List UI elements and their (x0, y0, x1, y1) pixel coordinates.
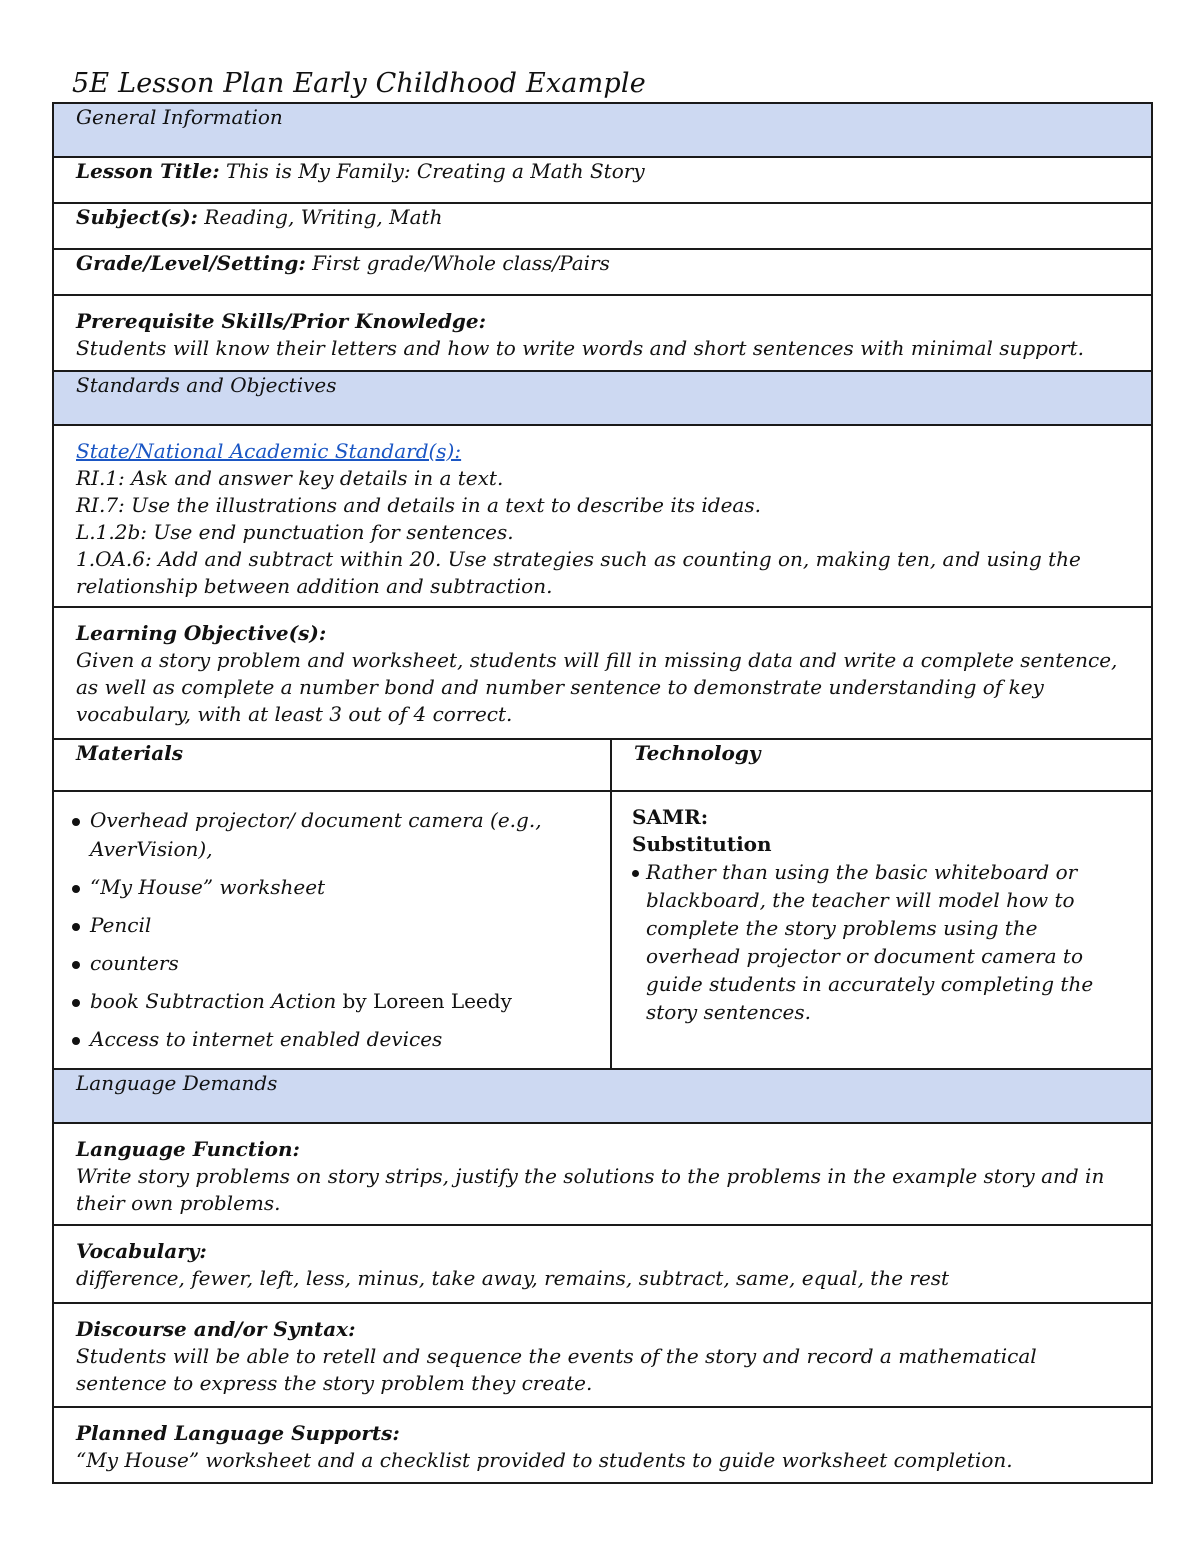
field-label: Prerequisite Skills/Prior Knowledge: (76, 309, 487, 333)
row-learning-objective (53, 607, 1152, 739)
lesson-title-value: This is My Family: Creating a Math Story (225, 159, 645, 183)
materials-heading: Materials (53, 739, 611, 791)
field-label: Vocabulary: (76, 1239, 207, 1263)
list-item: Overhead projector/ document camera (e.g., AverVision), (72, 806, 590, 864)
language-function-value: Write story problems on story strips, justify the solutions to the problems in the example story and in their own problems. (76, 1164, 1105, 1215)
samr-label: SAMR: (632, 805, 709, 829)
row-materials-technology (53, 791, 1152, 1069)
list-item-book (72, 987, 590, 1016)
technology-cell (611, 791, 1152, 1069)
lesson-plan-table (52, 102, 1153, 1484)
technology-heading: Technology (611, 739, 1152, 791)
field-label: Subject(s): (76, 205, 198, 229)
row-subjects (53, 203, 1152, 249)
field-label: Planned Language Supports: (76, 1421, 400, 1445)
list-item: Rather than using the basic whiteboard or blackboard, the teacher will model how to complete the story problems using the overhead projector or document camera to guide students in accurately completing the story sentences. (632, 858, 1131, 1026)
list-item: Access to internet enabled devices (72, 1025, 590, 1054)
materials-list (72, 806, 590, 1054)
samr-level: Substitution (632, 832, 772, 856)
row-materials-technology-headers (53, 739, 1152, 791)
grade-value: First grade/Whole class/Pairs (312, 251, 610, 275)
row-prerequisite (53, 295, 1152, 371)
row-vocabulary (53, 1225, 1152, 1303)
list-item: Pencil (72, 911, 590, 940)
list-item: “My House” worksheet (72, 873, 590, 902)
document-title: 5E Lesson Plan Early Childhood Example (72, 68, 646, 99)
standard-item: 1.OA.6: Add and subtract within 20. Use strategies such as counting on, making ten, and using the relationship between addition and subtraction. (76, 547, 1081, 598)
subjects-value: Reading, Writing, Math (204, 205, 443, 229)
section-heading: Standards and Objectives (53, 371, 1152, 425)
standards-link[interactable]: State/National Academic Standard(s): (76, 439, 462, 463)
row-language-supports (53, 1407, 1152, 1483)
row-grade (53, 249, 1152, 295)
row-standards (53, 425, 1152, 607)
prerequisite-value: Students will know their letters and how to write words and short sentences with minimal support. (76, 336, 1084, 360)
technology-list (632, 858, 1131, 1026)
learning-objective-value: Given a story problem and worksheet, students will fill in missing data and write a complete sentence, as well as complete a number bond and number sentence to demonstrate understanding of key vocabulary, with at least 3 out of 4 correct. (76, 648, 1118, 726)
book-author: by Loreen Leedy (336, 989, 512, 1013)
section-heading: Language Demands (53, 1069, 1152, 1123)
standard-item: RI.1: Ask and answer key details in a text. (76, 466, 504, 490)
section-general-information (53, 103, 1152, 157)
field-label: Grade/Level/Setting: (76, 251, 306, 275)
standard-item: L.1.2b: Use end punctuation for sentences. (76, 520, 514, 544)
section-standards-objectives (53, 371, 1152, 425)
row-language-function (53, 1123, 1152, 1225)
field-label: Lesson Title: (76, 159, 220, 183)
field-label: Language Function: (76, 1137, 300, 1161)
field-label: Discourse and/or Syntax: (76, 1317, 356, 1341)
standard-item: RI.7: Use the illustrations and details in a text to describe its ideas. (76, 493, 761, 517)
row-lesson-title (53, 157, 1152, 203)
section-language-demands (53, 1069, 1152, 1123)
section-heading: General Information (53, 103, 1152, 157)
field-label: Learning Objective(s): (76, 621, 327, 645)
book-prefix: book (90, 989, 146, 1013)
list-item: counters (72, 949, 590, 978)
language-supports-value: “My House” worksheet and a checklist provided to students to guide worksheet completion. (76, 1448, 1013, 1472)
materials-cell (53, 791, 611, 1069)
row-discourse (53, 1303, 1152, 1407)
vocabulary-value: difference, fewer, left, less, minus, take away, remains, subtract, same, equal, the rest (76, 1266, 950, 1290)
book-title: Subtraction Action (145, 989, 337, 1013)
discourse-value: Students will be able to retell and sequence the events of the story and record a mathematical sentence to express the story problem they create. (76, 1344, 1037, 1395)
